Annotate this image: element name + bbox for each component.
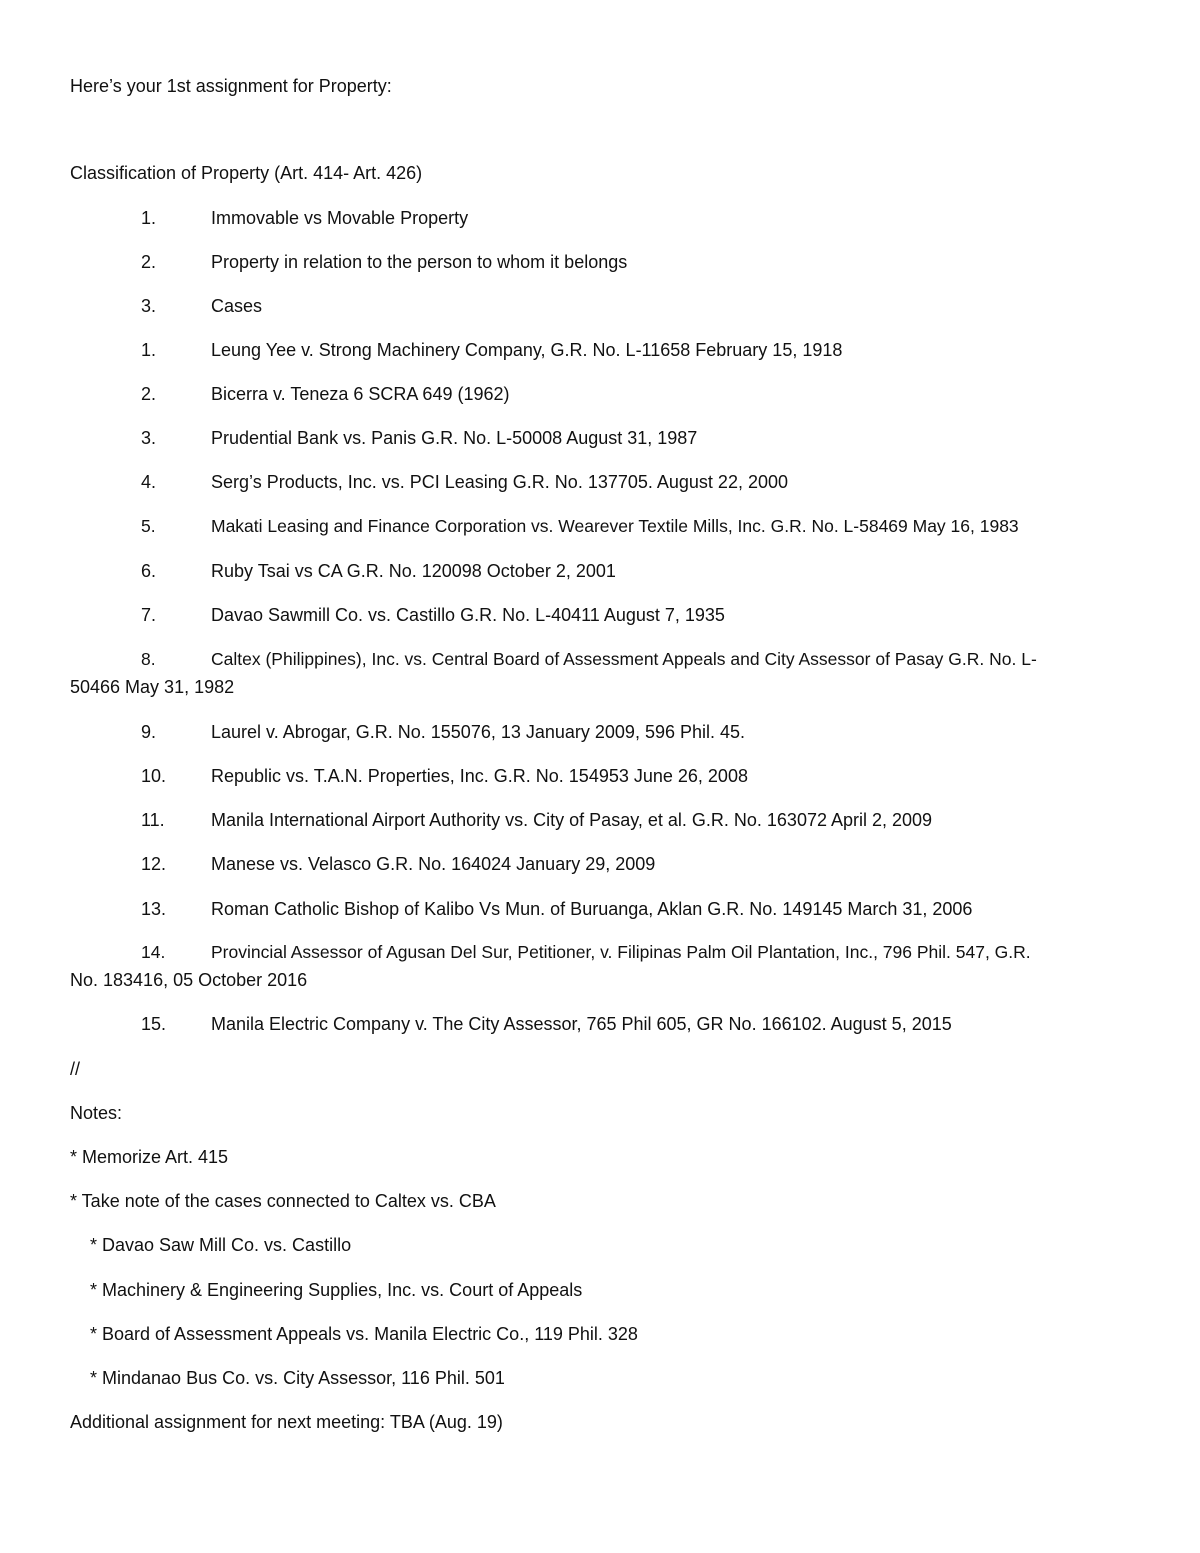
footer-text: Additional assignment for next meeting: TBA (Aug. 19) [70,1412,503,1432]
case-item [70,468,1120,496]
case-item [70,336,1120,364]
notes-heading: Notes: [70,1103,123,1123]
case-number: 15. [141,1014,167,1034]
case-number: 12. [141,854,167,874]
case-item [70,762,1120,790]
topic-item [70,292,1120,320]
topic-item [70,248,1120,276]
case-text: Roman Catholic Bishop of Kalibo Vs Mun. of Buruanga, Aklan G.R. No. 149145 March 31, 2006 [211,899,973,919]
case-item [70,380,1120,408]
topic-text: Immovable vs Movable Property [211,208,469,228]
separator: // [70,1059,81,1079]
case-number: 13. [141,899,167,919]
case-item [70,718,1120,746]
case-continuation: 50466 May 31, 1982 [70,677,235,697]
case-text: Bicerra v. Teneza 6 SCRA 649 (1962) [211,384,510,404]
case-item [70,557,1120,585]
case-number: 11. [141,810,165,830]
case-text: Manese vs. Velasco G.R. No. 164024 January 29, 2009 [211,854,656,874]
case-number: 5. [141,516,156,536]
topic-text: Cases [211,296,263,316]
case-item [70,850,1120,878]
case-number: 6. [141,561,157,581]
case-text: Ruby Tsai vs CA G.R. No. 120098 October 2, 2001 [211,561,616,581]
case-text: Davao Sawmill Co. vs. Castillo G.R. No. L-40411 August 7, 1935 [211,605,725,625]
case-number: 2. [141,384,157,404]
sub-note-item: * Davao Saw Mill Co. vs. Castillo [90,1235,352,1255]
case-text: Manila Electric Company v. The City Assessor, 765 Phil 605, GR No. 166102. August 5, 2015 [211,1014,952,1034]
case-text: Manila International Airport Authority vs. City of Pasay, et al. G.R. No. 163072 April 2, 2009 [211,810,933,830]
case-number: 1. [141,340,157,360]
case-number: 14. [141,942,166,962]
case-continuation: No. 183416, 05 October 2016 [70,970,308,990]
topic-item [70,204,1120,232]
case-item [70,601,1120,629]
case-number: 10. [141,766,167,786]
topic-number: 2. [141,252,157,272]
case-number: 7. [141,605,157,625]
topic-number: 3. [141,296,157,316]
case-item [70,424,1120,452]
case-text: Serg’s Products, Inc. vs. PCI Leasing G.R. No. 137705. August 22, 2000 [211,472,789,492]
case-text: Caltex (Philippines), Inc. vs. Central Board of Assessment Appeals and City Assessor of Pasay G.R. No. L- [211,649,1037,669]
case-item [70,645,1120,673]
case-item [70,938,1120,966]
case-item [70,806,1120,834]
case-text: Prudential Bank vs. Panis G.R. No. L-50008 August 31, 1987 [211,428,698,448]
sub-note-item: * Board of Assessment Appeals vs. Manila Electric Co., 119 Phil. 328 [90,1324,638,1344]
note-item: * Take note of the cases connected to Caltex vs. CBA [70,1191,496,1211]
sub-note-item: * Mindanao Bus Co. vs. City Assessor, 116 Phil. 501 [90,1368,505,1388]
case-number: 4. [141,472,157,492]
case-item [70,895,1120,923]
case-text: Republic vs. T.A.N. Properties, Inc. G.R. No. 154953 June 26, 2008 [211,766,748,786]
case-text: Provincial Assessor of Agusan Del Sur, Petitioner, v. Filipinas Palm Oil Plantation, Inc., 796 Phil. 547, G.R. [211,942,1031,962]
case-text: Leung Yee v. Strong Machinery Company, G.R. No. L-11658 February 15, 1918 [211,340,843,360]
case-number: 3. [141,428,157,448]
case-text: Makati Leasing and Finance Corporation vs. Wearever Textile Mills, Inc. G.R. No. L-58469 May 16, 1983 [211,516,1019,536]
note-item: * Memorize Art. 415 [70,1147,229,1167]
topic-number: 1. [141,208,157,228]
intro-text: Here’s your 1st assignment for Property: [70,76,392,96]
case-number: 8. [141,649,156,669]
sub-note-item: * Machinery & Engineering Supplies, Inc. vs. Court of Appeals [90,1280,583,1300]
case-number: 9. [141,722,157,742]
case-item [70,512,1120,540]
case-item [70,1010,1120,1038]
topic-text: Property in relation to the person to whom it belongs [211,252,628,272]
case-text: Laurel v. Abrogar, G.R. No. 155076, 13 January 2009, 596 Phil. 45. [211,722,746,742]
section-title: Classification of Property (Art. 414- Art. 426) [70,163,423,183]
